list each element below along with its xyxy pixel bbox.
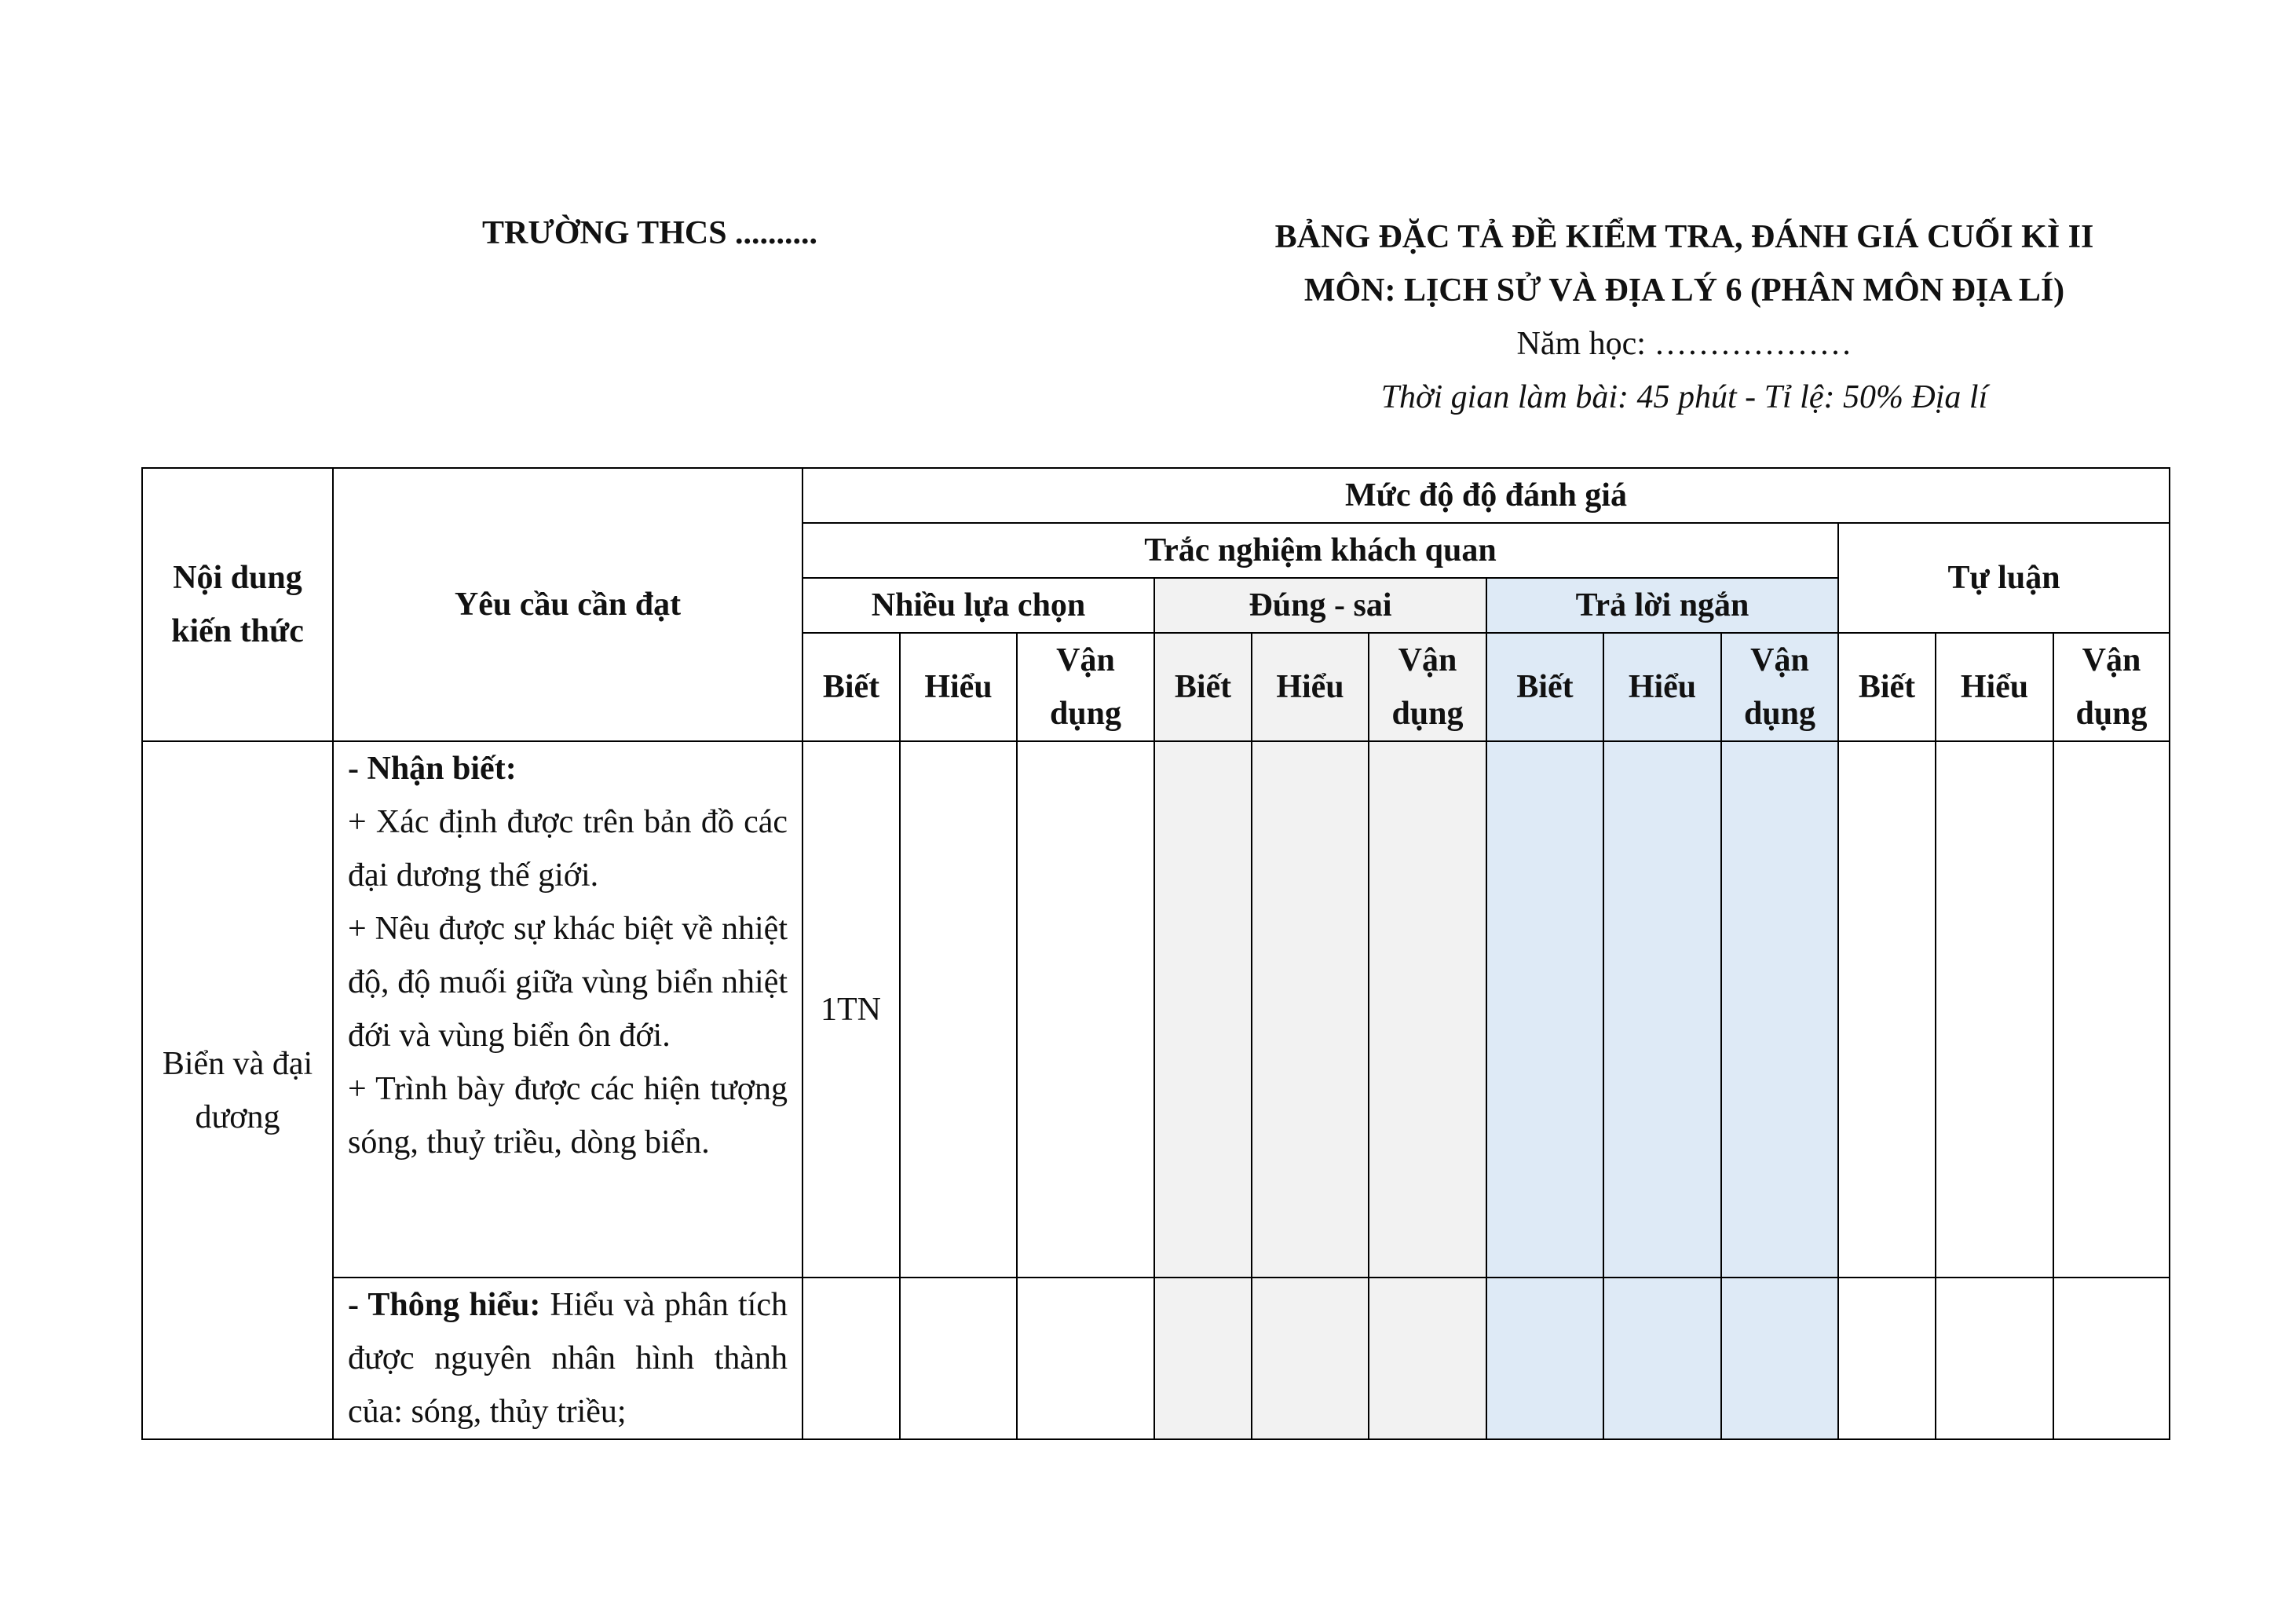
tf-understand-cell [1252,741,1369,1278]
header-true-false: Đúng - sai [1154,578,1486,633]
header-essay: Tự luận [1838,523,2170,633]
header-essay-understand: Hiểu [1936,633,2053,741]
sa-apply-cell [1721,1278,1838,1439]
table-row [142,1278,2170,1439]
document-header [1162,210,2206,424]
header-tf-understand: Hiểu [1252,633,1369,741]
requirement-item: + Trình bày được các hiện tượng sóng, thuỷ triều, dòng biển. [348,1071,788,1161]
table-row [142,741,2170,1278]
header-essay-know: Biết [1838,633,1936,741]
essay-know-cell [1838,1278,1936,1439]
header-content: Nội dung kiến thức [142,468,333,741]
tf-know-cell [1154,741,1252,1278]
sa-apply-cell [1721,741,1838,1278]
sa-understand-cell [1603,741,1721,1278]
mc-understand-cell [900,741,1017,1278]
essay-apply-cell [2053,1278,2170,1439]
mc-apply-cell [1017,1278,1154,1439]
specification-table [141,467,2170,1440]
header-tf-know: Biết [1154,633,1252,741]
header-sa-understand: Hiểu [1603,633,1721,741]
requirement-item: + Xác định được trên bản đồ các đại dương thế giới. [348,804,788,894]
school-name: TRƯỜNG THCS .......... [482,215,818,251]
header-assessment-level: Mức độ độ đánh giá [803,468,2170,523]
document-title: BẢNG ĐẶC TẢ ĐỀ KIỂM TRA, ĐÁNH GIÁ CUỐI KÌ II [1274,219,2094,255]
tf-understand-cell [1252,1278,1369,1439]
essay-understand-cell [1936,1278,2053,1439]
mc-apply-cell [1017,741,1154,1278]
header-tf-apply: Vận dụng [1369,633,1486,741]
mc-know-cell [803,1278,900,1439]
header-short-answer: Trả lời ngắn [1486,578,1838,633]
requirement-item: Hiểu và phân tích được nguyên nhân hình thành của: sóng, thủy triều; [348,1287,788,1430]
header-multiple-choice: Nhiều lựa chọn [803,578,1154,633]
tf-know-cell [1154,1278,1252,1439]
sa-understand-cell [1603,1278,1721,1439]
mc-know-cell [803,741,900,1278]
header-essay-apply: Vận dụng [2053,633,2170,741]
header-objective: Trắc nghiệm khách quan [803,523,1838,578]
subject-title: MÔN: LỊCH SỬ VÀ ĐỊA LÝ 6 (PHÂN MÔN ĐỊA LÍ) [1303,272,2065,309]
header-mc-know: Biết [803,633,900,741]
mc-understand-cell [900,1278,1017,1439]
content-cell: Biển và đại dương [142,741,333,1439]
requirement-level-label: - Nhận biết: [348,751,517,787]
question-count: 1TN [821,991,881,1028]
school-year: Năm học: ……………… [1516,326,1852,362]
header-sa-know: Biết [1486,633,1603,741]
tf-apply-cell [1369,1278,1486,1439]
requirement-cell [333,741,803,1278]
header-sa-apply: Vận dụng [1721,633,1838,741]
requirement-level-label: - Thông hiểu: [348,1287,541,1323]
essay-understand-cell [1936,741,2053,1278]
header-mc-apply: Vận dụng [1017,633,1154,741]
exam-time-ratio: Thời gian làm bài: 45 phút - Tỉ lệ: 50% Địa lí [1380,379,1988,415]
essay-apply-cell [2053,741,2170,1278]
sa-know-cell [1486,741,1603,1278]
tf-apply-cell [1369,741,1486,1278]
requirement-cell [333,1278,803,1439]
sa-know-cell [1486,1278,1603,1439]
requirement-item: + Nêu được sự khác biệt về nhiệt độ, độ muối giữa vùng biển nhiệt đới và vùng biển ôn đới. [348,911,788,1054]
header-requirement: Yêu cầu cần đạt [333,468,803,741]
essay-know-cell [1838,741,1936,1278]
header-mc-understand: Hiểu [900,633,1017,741]
